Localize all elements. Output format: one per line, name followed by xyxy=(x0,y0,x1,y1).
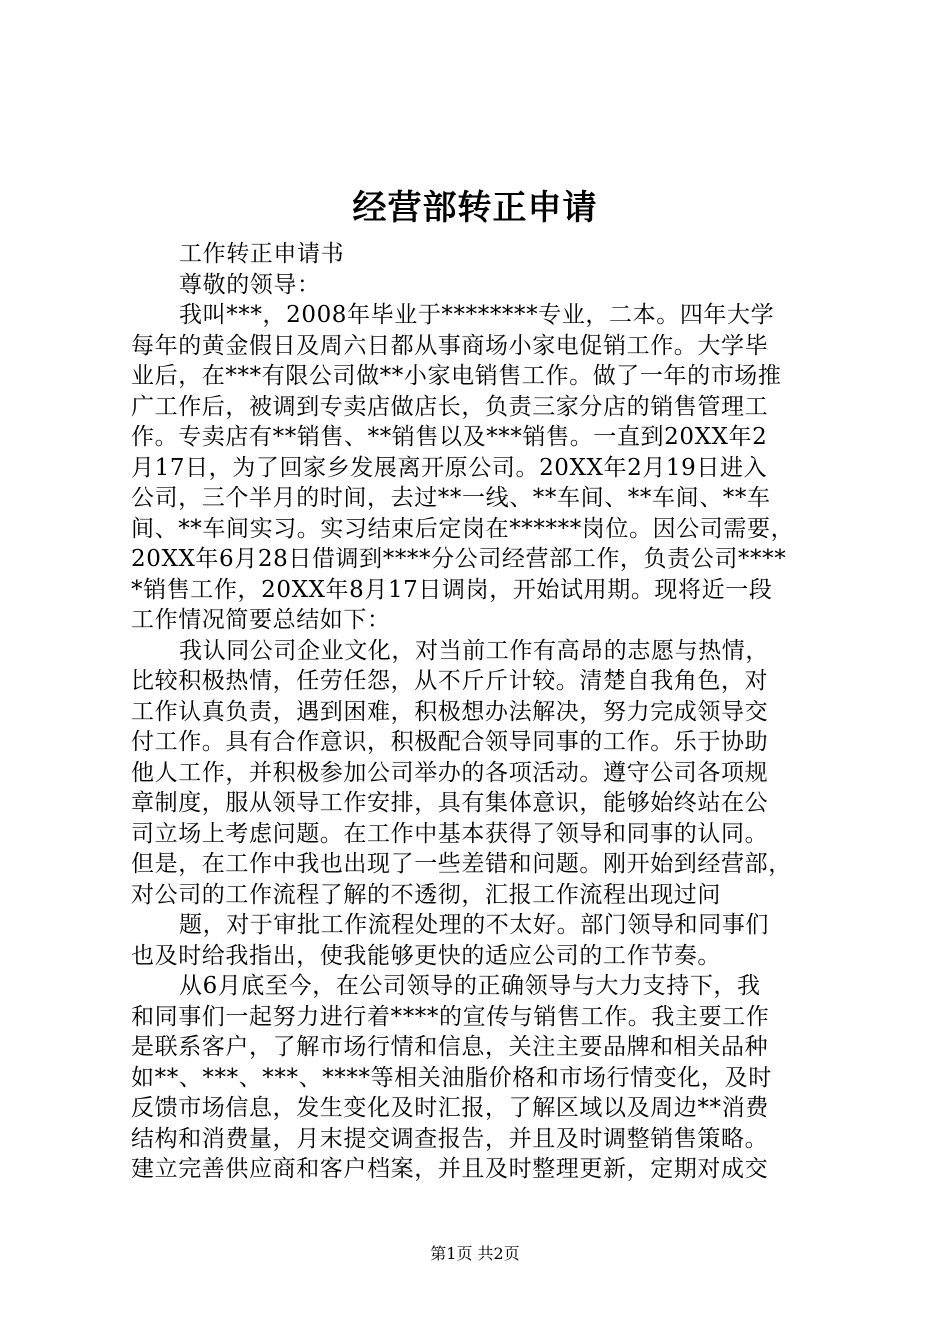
body-line: 反馈市场信息，发生变化及时汇报，了解区域以及周边**消费 xyxy=(131,1095,769,1121)
body-line: 尊敬的领导： xyxy=(179,271,321,298)
body-line: 司立场上考虑问题。在工作中基本获得了领导和同事的认同。 xyxy=(131,820,769,847)
body-line: 章制度，服从领导工作安排，具有集体意识，能够始终站在公 xyxy=(131,790,769,816)
body-line: 题，对于审批工作流程处理的不太好。部门领导和同事们 xyxy=(179,912,769,938)
body-line: 我认同公司企业文化，对当前工作有高昂的志愿与热情， xyxy=(179,637,769,664)
body-line: 公司，三个半月的时间，去过**一线、**车间、**车间、**车 xyxy=(131,485,771,511)
body-line: 和同事们一起努力进行着****的宣传与销售工作。我主要工作 xyxy=(131,1003,770,1030)
body-line: 比较积极热情，任劳任怨，从不斤斤计较。清楚自我角色，对 xyxy=(131,668,769,694)
body-line: 但是，在工作中我也出现了一些差错和问题。刚开始到经营部， xyxy=(131,851,792,877)
body-line: 工作情况简要总结如下： xyxy=(131,607,391,633)
body-line: 业后，在***有限公司做**小家电销售工作。做了一年的市场推 xyxy=(131,363,782,389)
body-line: 他人工作，并积极参加公司举办的各项活动。遵守公司各项规 xyxy=(131,759,769,786)
body-line: 付工作。具有合作意识，积极配合领导同事的工作。乐于协助 xyxy=(131,729,769,755)
body-line: 作。专卖店有**销售、**销售以及***销售。一直到20XX年2 xyxy=(131,424,768,450)
body-line: 结构和消费量，月末提交调查报告，并且及时调整销售策略。 xyxy=(131,1125,769,1152)
document-title: 经营部转正申请 xyxy=(352,188,598,228)
body-line: 每年的黄金假日及周六日都从事商场小家电促销工作。大学毕 xyxy=(131,332,769,359)
body-line: 如**、***、***、****等相关油脂价格和市场行情变化，及时 xyxy=(131,1064,772,1091)
page-footer: 第1页 共2页 xyxy=(430,1244,520,1263)
body-line: 我叫***，2008年毕业于********专业，二本。四年大学 xyxy=(179,302,775,328)
document-body xyxy=(131,239,831,1185)
body-line: *销售工作，20XX年8月17日调岗，开始试用期。现将近一段 xyxy=(131,576,773,603)
body-line: 广工作后，被调到专卖店做店长，负责三家分店的销售管理工 xyxy=(131,393,769,420)
body-line: 20XX年6月28日借调到****分公司经营部工作，负责公司**** xyxy=(131,546,787,572)
body-line: 是联系客户，了解市场行情和信息，关注主要品牌和相关品种 xyxy=(131,1034,769,1060)
body-line: 间、**车间实习。实习结束后定岗在******岗位。因公司需要， xyxy=(131,515,795,542)
body-line: 对公司的工作流程了解的不透彻，汇报工作流程出现过问 xyxy=(131,881,721,908)
body-line: 工作认真负责，遇到困难，积极想办法解决，努力完成领导交 xyxy=(131,698,769,725)
body-line: 建立完善供应商和客户档案，并且及时整理更新，定期对成交 xyxy=(131,1156,769,1182)
body-line: 从6月底至今，在公司领导的正确领导与大力支持下，我 xyxy=(179,973,761,999)
body-line: 工作转正申请书 xyxy=(179,241,345,267)
body-line: 月17日，为了回家乡发展离开原公司。20XX年2月19日进入 xyxy=(131,454,768,481)
body-line: 也及时给我指出，使我能够更快的适应公司的工作节奏。 xyxy=(131,942,721,969)
